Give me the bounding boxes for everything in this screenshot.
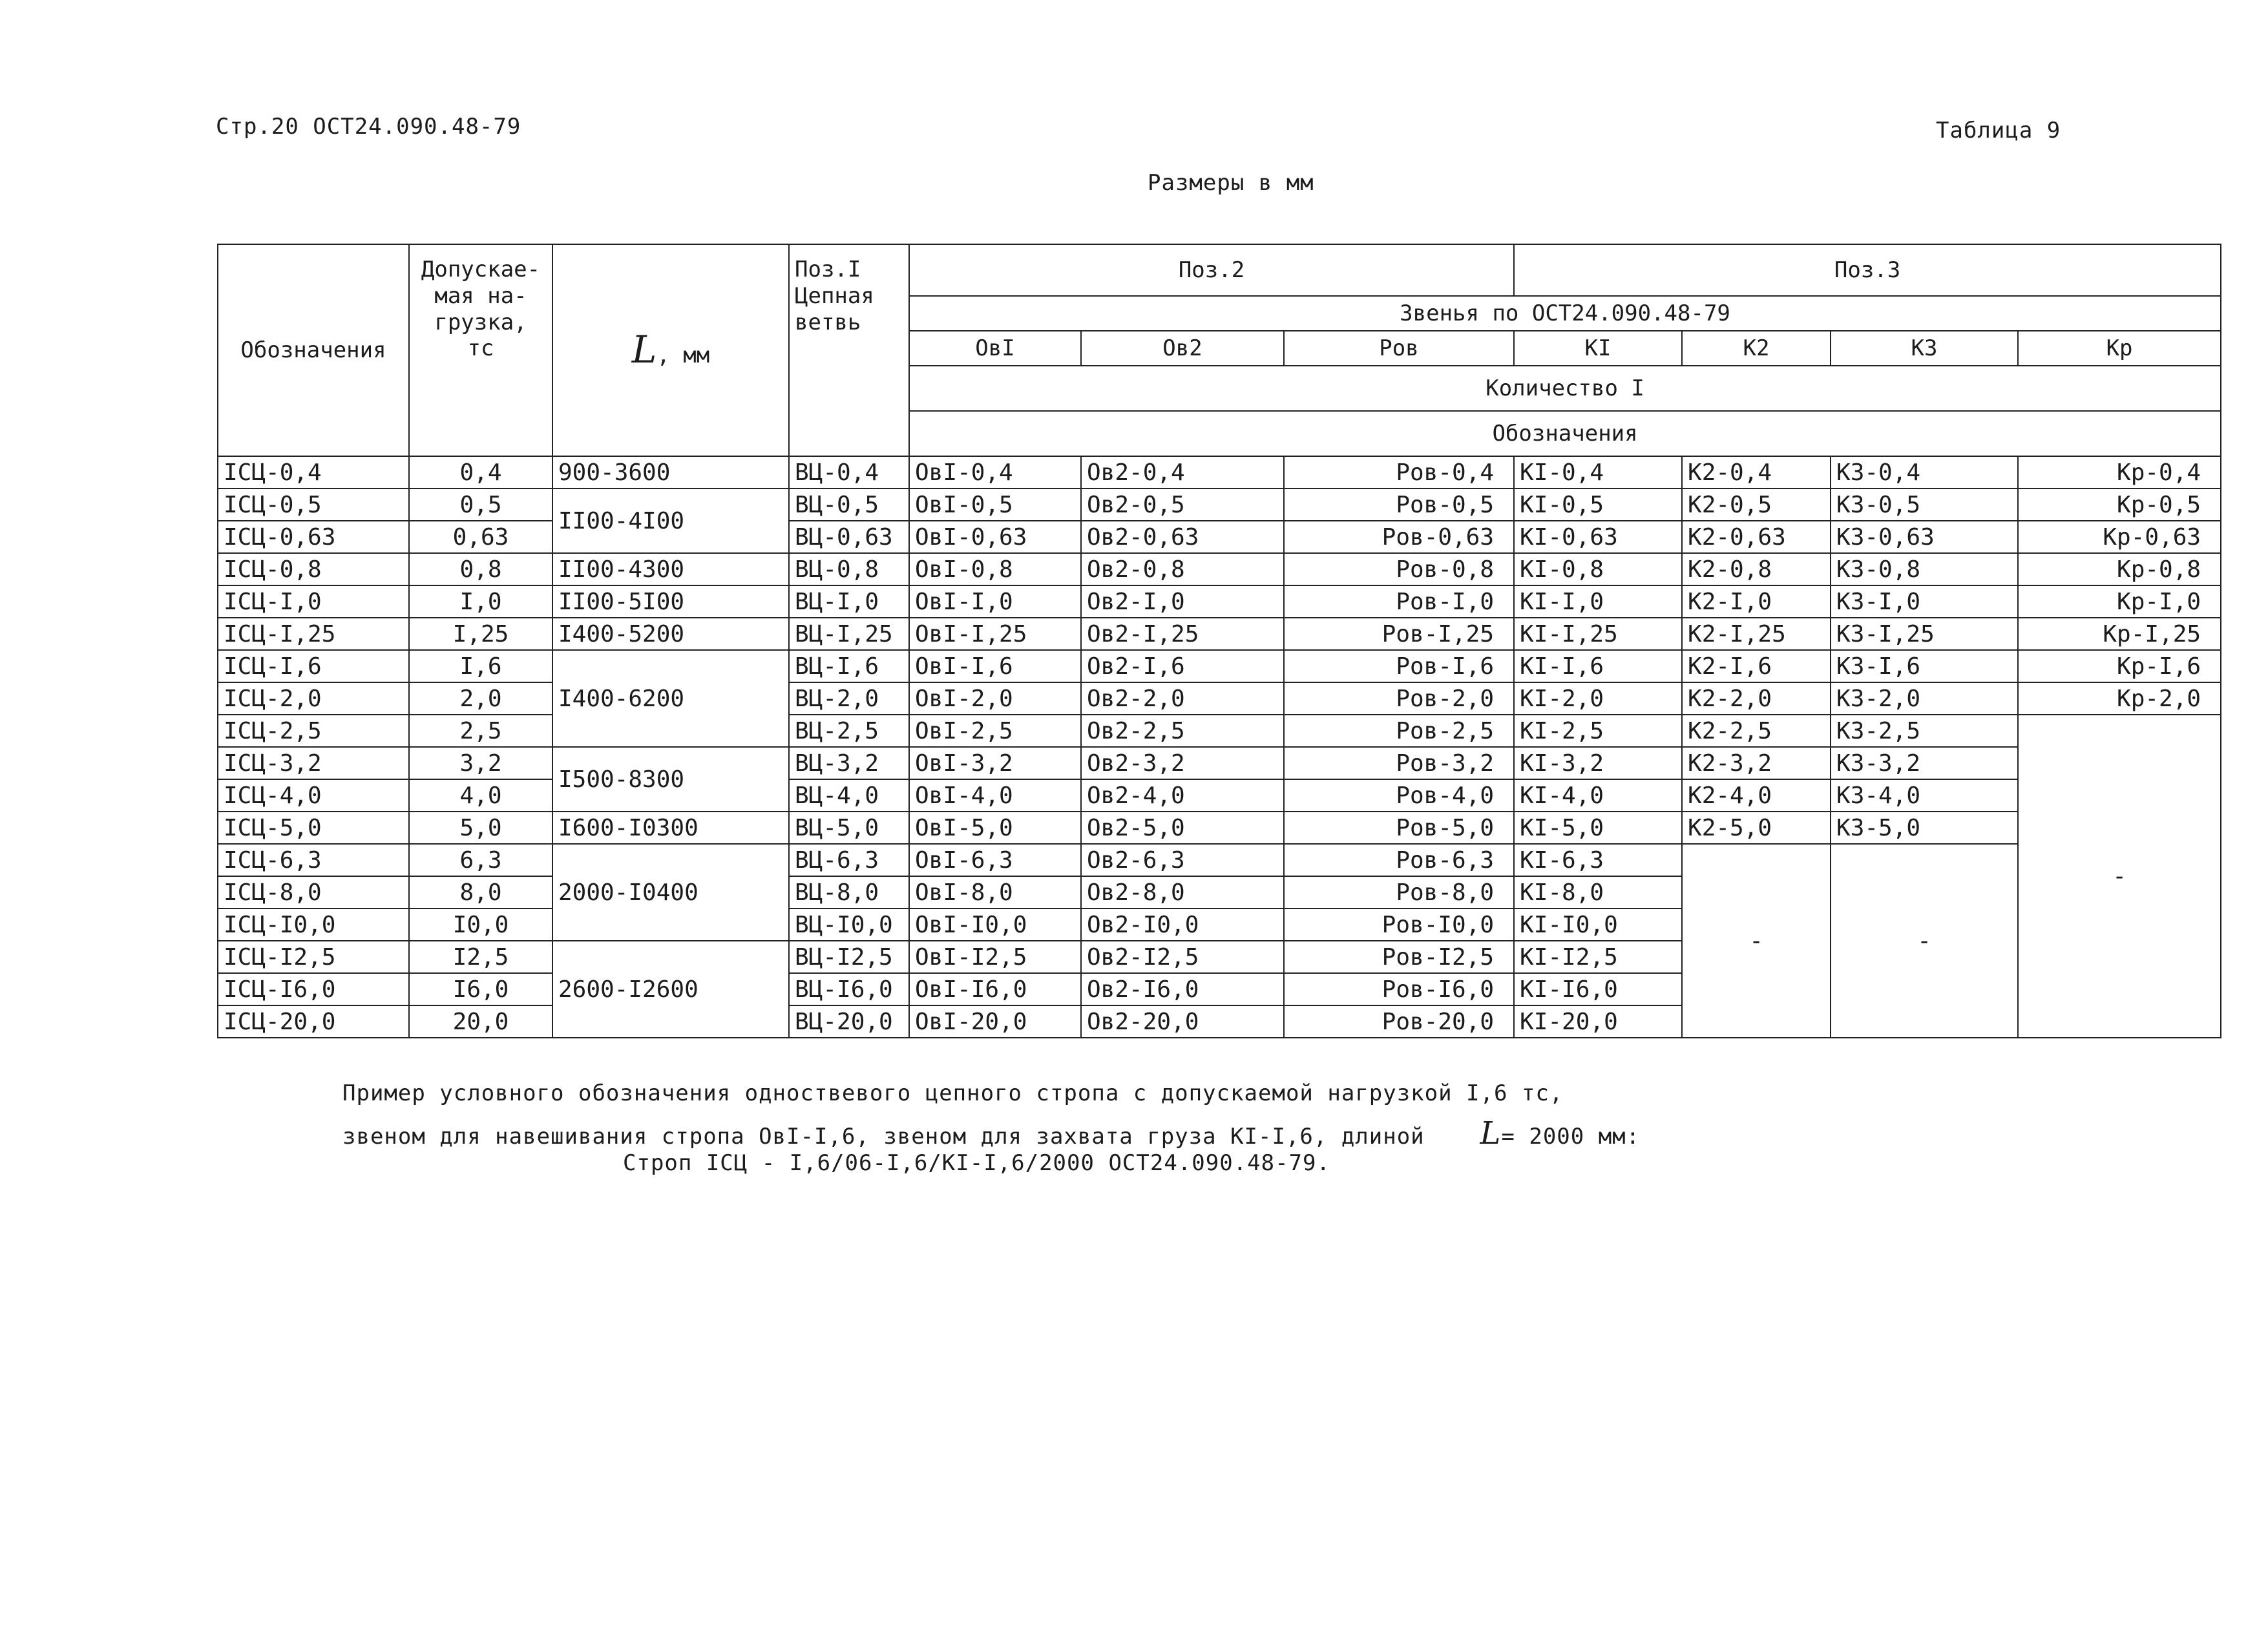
cell-p1: ВЦ-I6,0 <box>789 973 909 1005</box>
cell-load: 5,0 <box>409 812 552 844</box>
cell-L: I600-I0300 <box>552 812 789 844</box>
cell-p1: ВЦ-0,5 <box>789 488 909 521</box>
cell-p1: ВЦ-5,0 <box>789 812 909 844</box>
cell-k3: К3-I,25 <box>1831 618 2018 650</box>
cell-L: 900-3600 <box>552 456 789 488</box>
quantity-header: Количество I <box>909 366 2221 411</box>
cell-k1: КI-I0,0 <box>1514 909 1682 941</box>
cell-ov2: Ов2-I,25 <box>1081 618 1284 650</box>
cell-load: 4,0 <box>409 779 552 812</box>
cell-kr: Кр-0,4 <box>2018 456 2221 488</box>
cell-L: II00-5I00 <box>552 585 789 618</box>
cell-p1: ВЦ-3,2 <box>789 747 909 779</box>
cell-d: IСЦ-I6,0 <box>218 973 409 1005</box>
dash-k2: - <box>1682 844 1831 1038</box>
cell-ov1: ОвI-2,5 <box>909 715 1081 747</box>
dash-k3: - <box>1831 844 2018 1038</box>
cell-d: IСЦ-0,4 <box>218 456 409 488</box>
cell-k1: КI-I,0 <box>1514 585 1682 618</box>
table-row <box>218 553 2221 585</box>
cell-k2: К2-0,63 <box>1682 521 1831 553</box>
cell-d: IСЦ-20,0 <box>218 1005 409 1038</box>
cell-load: 2,0 <box>409 682 552 715</box>
cell-L: 2000-I0400 <box>552 844 789 941</box>
cell-load: 20,0 <box>409 1005 552 1038</box>
cell-d: IСЦ-0,8 <box>218 553 409 585</box>
length-unit: , мм <box>656 342 710 369</box>
cell-d: IСЦ-2,5 <box>218 715 409 747</box>
cell-k1: КI-I2,5 <box>1514 941 1682 973</box>
page-header-left: Стр.20 ОСТ24.090.48-79 <box>216 114 521 140</box>
example-note-line2-a: звеном для навешивания стропа ОвI-I,6, звеном для захвата груза КI-I,6, длиной <box>342 1124 1425 1150</box>
cell-ov2: Ов2-2,5 <box>1081 715 1284 747</box>
sub-header-0: ОвI <box>909 331 1081 366</box>
cell-load: I0,0 <box>409 909 552 941</box>
table-row <box>218 650 2221 682</box>
cell-rov: Ров-I,25 <box>1284 618 1514 650</box>
cell-kr: Кр-0,5 <box>2018 488 2221 521</box>
cell-d: IСЦ-I,0 <box>218 585 409 618</box>
cell-k1: КI-I6,0 <box>1514 973 1682 1005</box>
cell-k3: К3-2,5 <box>1831 715 2018 747</box>
cell-kr: Кр-I,6 <box>2018 650 2221 682</box>
cell-L: II00-4I00 <box>552 488 789 553</box>
cell-k1: КI-20,0 <box>1514 1005 1682 1038</box>
col-pos1-header: Поз.I Цепная ветвь <box>789 244 909 456</box>
cell-rov: Ров-20,0 <box>1284 1005 1514 1038</box>
cell-rov: Ров-I6,0 <box>1284 973 1514 1005</box>
cell-k2: К2-0,5 <box>1682 488 1831 521</box>
cell-d: IСЦ-6,3 <box>218 844 409 876</box>
cell-ov1: ОвI-3,2 <box>909 747 1081 779</box>
cell-k3: К3-I,6 <box>1831 650 2018 682</box>
cell-load: 0,63 <box>409 521 552 553</box>
cell-rov: Ров-4,0 <box>1284 779 1514 812</box>
cell-d: IСЦ-0,5 <box>218 488 409 521</box>
cell-load: 0,4 <box>409 456 552 488</box>
cell-p1: ВЦ-0,63 <box>789 521 909 553</box>
cell-d: IСЦ-3,2 <box>218 747 409 779</box>
cell-k2: К2-4,0 <box>1682 779 1831 812</box>
sub-header-4: К2 <box>1682 331 1831 366</box>
cell-rov: Ров-2,0 <box>1284 682 1514 715</box>
cell-k3: К3-2,0 <box>1831 682 2018 715</box>
cell-p1: ВЦ-4,0 <box>789 779 909 812</box>
cell-ov2: Ов2-2,0 <box>1081 682 1284 715</box>
cell-ov1: ОвI-0,5 <box>909 488 1081 521</box>
cell-k1: КI-0,4 <box>1514 456 1682 488</box>
cell-rov: Ров-8,0 <box>1284 876 1514 909</box>
cell-k2: К2-2,5 <box>1682 715 1831 747</box>
cell-k2: К2-I,0 <box>1682 585 1831 618</box>
cell-d: IСЦ-8,0 <box>218 876 409 909</box>
cell-ov2: Ов2-20,0 <box>1081 1005 1284 1038</box>
sub-header-3: КI <box>1514 331 1682 366</box>
cell-k3: К3-0,8 <box>1831 553 2018 585</box>
cell-k1: КI-2,0 <box>1514 682 1682 715</box>
example-note-line2 <box>342 1115 1640 1151</box>
cell-k2: К2-3,2 <box>1682 747 1831 779</box>
cell-rov: Ров-2,5 <box>1284 715 1514 747</box>
cell-d: IСЦ-I0,0 <box>218 909 409 941</box>
cell-k2: К2-2,0 <box>1682 682 1831 715</box>
example-note-line1: Пример условного обозначения одноствевого цепного стропа с допускаемой нагрузкой I,6 тс, <box>342 1080 1564 1106</box>
cell-ov1: ОвI-I,0 <box>909 585 1081 618</box>
dimensions-note: Размеры в мм <box>1148 170 1314 196</box>
cell-L: I400-5200 <box>552 618 789 650</box>
cell-p1: ВЦ-I0,0 <box>789 909 909 941</box>
cell-k2: К2-0,8 <box>1682 553 1831 585</box>
cell-ov2: Ов2-I,0 <box>1081 585 1284 618</box>
col-length-header <box>552 244 789 456</box>
sub-header-1: Ов2 <box>1081 331 1284 366</box>
cell-load: 0,5 <box>409 488 552 521</box>
cell-load: 6,3 <box>409 844 552 876</box>
cell-ov2: Ов2-8,0 <box>1081 876 1284 909</box>
col-pos2-header: Поз.2 <box>909 244 1514 296</box>
cell-k3: К3-I,0 <box>1831 585 2018 618</box>
cell-p1: ВЦ-0,8 <box>789 553 909 585</box>
cell-rov: Ров-0,8 <box>1284 553 1514 585</box>
table-row <box>218 682 2221 715</box>
cell-k1: КI-2,5 <box>1514 715 1682 747</box>
cell-p1: ВЦ-8,0 <box>789 876 909 909</box>
cell-k2: К2-I,6 <box>1682 650 1831 682</box>
cell-k2: К2-I,25 <box>1682 618 1831 650</box>
cell-k1: КI-5,0 <box>1514 812 1682 844</box>
col-load-header: Допускае-мая на-грузка, тс <box>409 244 552 456</box>
cell-k1: КI-0,8 <box>1514 553 1682 585</box>
cell-k1: КI-I,25 <box>1514 618 1682 650</box>
sling-table <box>217 244 2221 1038</box>
cell-p1: ВЦ-I,25 <box>789 618 909 650</box>
cell-load: I2,5 <box>409 941 552 973</box>
sub-header-5: К3 <box>1831 331 2018 366</box>
cell-k3: К3-0,4 <box>1831 456 2018 488</box>
cell-ov1: ОвI-I,6 <box>909 650 1081 682</box>
cell-ov1: ОвI-I2,5 <box>909 941 1081 973</box>
col-designation-header: Обозначения <box>218 244 409 456</box>
cell-load: 8,0 <box>409 876 552 909</box>
cell-ov1: ОвI-2,0 <box>909 682 1081 715</box>
cell-L: II00-4300 <box>552 553 789 585</box>
cell-load: 3,2 <box>409 747 552 779</box>
cell-ov2: Ов2-4,0 <box>1081 779 1284 812</box>
cell-kr: Кр-0,8 <box>2018 553 2221 585</box>
cell-rov: Ров-6,3 <box>1284 844 1514 876</box>
example-note-line2-b: = 2000 мм: <box>1501 1124 1641 1150</box>
cell-k2: К2-5,0 <box>1682 812 1831 844</box>
cell-rov: Ров-5,0 <box>1284 812 1514 844</box>
cell-rov: Ров-I,6 <box>1284 650 1514 682</box>
table-row <box>218 456 2221 488</box>
cell-load: 2,5 <box>409 715 552 747</box>
cell-p1: ВЦ-I2,5 <box>789 941 909 973</box>
dash-kr: - <box>2018 715 2221 1038</box>
cell-ov1: ОвI-8,0 <box>909 876 1081 909</box>
cell-k1: КI-I,6 <box>1514 650 1682 682</box>
cell-ov2: Ов2-0,4 <box>1081 456 1284 488</box>
sub-header-6: Кр <box>2018 331 2221 366</box>
table-row <box>218 585 2221 618</box>
cell-ov2: Ов2-0,5 <box>1081 488 1284 521</box>
table-row <box>218 779 2221 812</box>
example-designation: Строп IСЦ - I,6/06-I,6/КI-I,6/2000 ОСТ24.090.48-79. <box>623 1150 1330 1176</box>
table-row <box>218 812 2221 844</box>
cell-rov: Ров-0,4 <box>1284 456 1514 488</box>
cell-L: I400-6200 <box>552 650 789 747</box>
cell-ov1: ОвI-5,0 <box>909 812 1081 844</box>
cell-kr: Кр-0,63 <box>2018 521 2221 553</box>
cell-kr: Кр-2,0 <box>2018 682 2221 715</box>
table-row <box>218 844 2221 876</box>
cell-p1: ВЦ-2,5 <box>789 715 909 747</box>
cell-ov1: ОвI-I,25 <box>909 618 1081 650</box>
example-length-symbol: L <box>1480 1115 1502 1151</box>
cell-ov1: ОвI-I0,0 <box>909 909 1081 941</box>
length-symbol: L <box>631 328 657 372</box>
cell-rov: Ров-I,0 <box>1284 585 1514 618</box>
cell-ov1: ОвI-0,4 <box>909 456 1081 488</box>
cell-ov2: Ов2-I2,5 <box>1081 941 1284 973</box>
cell-ov1: ОвI-4,0 <box>909 779 1081 812</box>
cell-d: IСЦ-4,0 <box>218 779 409 812</box>
cell-k1: КI-4,0 <box>1514 779 1682 812</box>
cell-k3: К3-0,63 <box>1831 521 2018 553</box>
cell-p1: ВЦ-20,0 <box>789 1005 909 1038</box>
cell-ov1: ОвI-I6,0 <box>909 973 1081 1005</box>
cell-k1: КI-0,5 <box>1514 488 1682 521</box>
cell-ov2: Ов2-0,63 <box>1081 521 1284 553</box>
cell-ov2: Ов2-3,2 <box>1081 747 1284 779</box>
cell-p1: ВЦ-I,0 <box>789 585 909 618</box>
cell-rov: Ров-0,5 <box>1284 488 1514 521</box>
table-row <box>218 715 2221 747</box>
cell-ov2: Ов2-I,6 <box>1081 650 1284 682</box>
cell-rov: Ров-0,63 <box>1284 521 1514 553</box>
cell-load: I,6 <box>409 650 552 682</box>
cell-d: IСЦ-I,6 <box>218 650 409 682</box>
cell-d: IСЦ-I2,5 <box>218 941 409 973</box>
cell-d: IСЦ-2,0 <box>218 682 409 715</box>
cell-k3: К3-4,0 <box>1831 779 2018 812</box>
cell-d: IСЦ-I,25 <box>218 618 409 650</box>
cell-ov1: ОвI-0,63 <box>909 521 1081 553</box>
table-row <box>218 618 2221 650</box>
cell-p1: ВЦ-6,3 <box>789 844 909 876</box>
table-row <box>218 747 2221 779</box>
cell-rov: Ров-I0,0 <box>1284 909 1514 941</box>
cell-k3: К3-5,0 <box>1831 812 2018 844</box>
cell-d: IСЦ-5,0 <box>218 812 409 844</box>
sub-header-2: Ров <box>1284 331 1514 366</box>
cell-k2: К2-0,4 <box>1682 456 1831 488</box>
cell-load: 0,8 <box>409 553 552 585</box>
cell-k3: К3-0,5 <box>1831 488 2018 521</box>
cell-k1: КI-0,63 <box>1514 521 1682 553</box>
cell-k1: КI-3,2 <box>1514 747 1682 779</box>
cell-L: 2600-I2600 <box>552 941 789 1038</box>
links-header: Звенья по ОСТ24.090.48-79 <box>909 296 2221 331</box>
cell-ov2: Ов2-I0,0 <box>1081 909 1284 941</box>
cell-ov1: ОвI-0,8 <box>909 553 1081 585</box>
cell-ov2: Ов2-5,0 <box>1081 812 1284 844</box>
designations-subheader: Обозначения <box>909 411 2221 456</box>
cell-k1: КI-8,0 <box>1514 876 1682 909</box>
cell-p1: ВЦ-0,4 <box>789 456 909 488</box>
table-number: Таблица 9 <box>1936 118 2061 143</box>
cell-ov1: ОвI-6,3 <box>909 844 1081 876</box>
cell-ov1: ОвI-20,0 <box>909 1005 1081 1038</box>
cell-rov: Ров-I2,5 <box>1284 941 1514 973</box>
cell-load: I6,0 <box>409 973 552 1005</box>
cell-ov2: Ов2-I6,0 <box>1081 973 1284 1005</box>
cell-k1: КI-6,3 <box>1514 844 1682 876</box>
col-pos3-header: Поз.3 <box>1514 244 2221 296</box>
cell-L: I500-8300 <box>552 747 789 812</box>
cell-p1: ВЦ-2,0 <box>789 682 909 715</box>
table-row <box>218 488 2221 521</box>
cell-rov: Ров-3,2 <box>1284 747 1514 779</box>
cell-kr: Кр-I,0 <box>2018 585 2221 618</box>
cell-load: I,0 <box>409 585 552 618</box>
cell-d: IСЦ-0,63 <box>218 521 409 553</box>
cell-load: I,25 <box>409 618 552 650</box>
cell-k3: К3-3,2 <box>1831 747 2018 779</box>
cell-p1: ВЦ-I,6 <box>789 650 909 682</box>
cell-ov2: Ов2-0,8 <box>1081 553 1284 585</box>
table-row <box>218 521 2221 553</box>
cell-kr: Кр-I,25 <box>2018 618 2221 650</box>
cell-ov2: Ов2-6,3 <box>1081 844 1284 876</box>
